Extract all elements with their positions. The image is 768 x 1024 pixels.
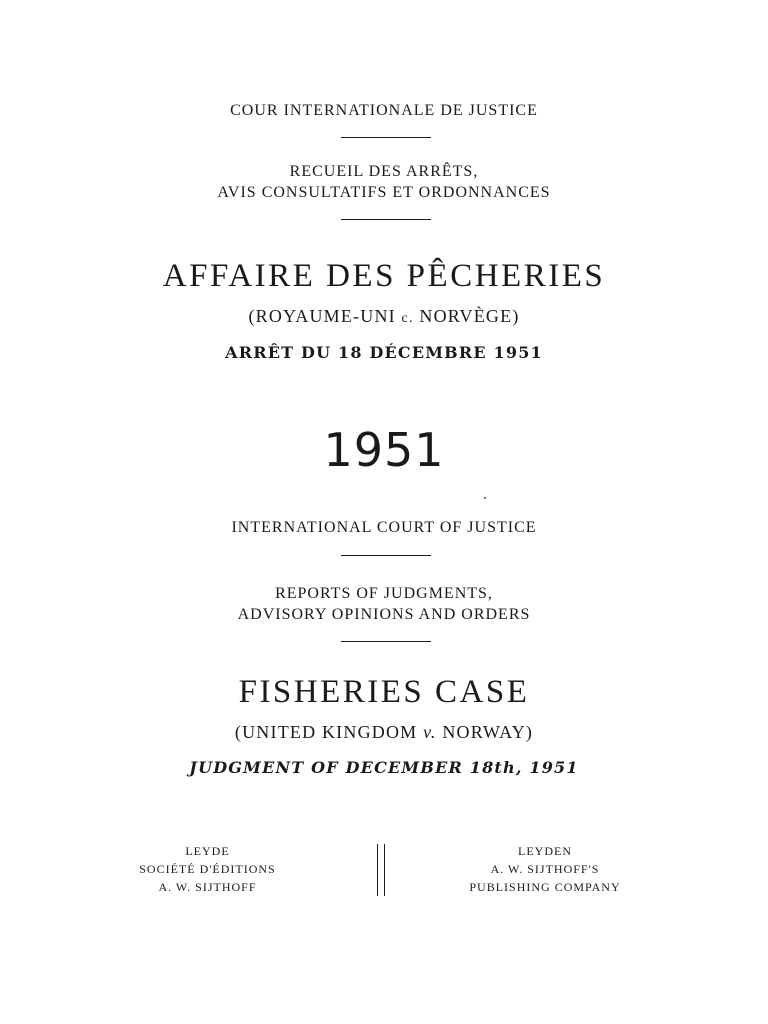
divider-rule <box>341 137 431 138</box>
parties-fr <box>0 307 768 326</box>
parties-en <box>0 723 768 741</box>
publisher-divider-left <box>377 844 378 896</box>
series-title-fr-line2: AVIS CONSULTATIFS ET ORDONNANCES <box>217 184 551 201</box>
publisher-right <box>452 842 638 896</box>
series-title-fr-line1: RECUEIL DES ARRÊTS, <box>289 163 479 180</box>
publisher-divider-right <box>384 844 385 896</box>
publisher-left-city: LEYDE <box>185 844 230 858</box>
series-title-en-line2: ADVISORY OPINIONS AND ORDERS <box>237 606 531 623</box>
court-name-fr: COUR INTERNATIONALE DE JUSTICE <box>230 102 538 119</box>
divider-rule <box>341 555 431 556</box>
parties-en-v: v. <box>423 722 437 742</box>
print-speck <box>484 497 486 499</box>
judgment-date-fr: ARRÊT DU 18 DÉCEMBRE 1951 <box>225 343 543 362</box>
divider-rule <box>341 219 431 220</box>
court-name-en: INTERNATIONAL COURT OF JUSTICE <box>231 519 537 536</box>
parties-fr-pre: (ROYAUME-UNI <box>248 306 402 326</box>
series-title-en-line1: REPORTS OF JUDGMENTS, <box>275 585 493 602</box>
publisher-right-line2: A. W. SIJTHOFF'S <box>490 862 600 876</box>
publisher-left-line3: A. W. SIJTHOFF <box>158 880 257 894</box>
year-heading: 1951 <box>323 423 445 477</box>
parties-fr-post: NORVÈGE) <box>413 306 520 326</box>
divider-rule <box>341 641 431 642</box>
case-title-fr: AFFAIRE DES PÊCHERIES <box>162 258 606 294</box>
parties-en-post: NORWAY) <box>436 722 534 742</box>
publisher-left-line2: SOCIÉTÉ D'ÉDITIONS <box>139 862 276 876</box>
publisher-left <box>120 842 295 896</box>
publisher-right-city: LEYDEN <box>518 844 572 858</box>
publisher-right-line3: PUBLISHING COMPANY <box>469 880 621 894</box>
judgment-date-en: JUDGMENT OF DECEMBER 18th, 1951 <box>189 758 579 777</box>
case-title-en: FISHERIES CASE <box>238 674 530 710</box>
parties-en-pre: (UNITED KINGDOM <box>234 722 424 742</box>
parties-fr-c: c. <box>401 311 414 326</box>
